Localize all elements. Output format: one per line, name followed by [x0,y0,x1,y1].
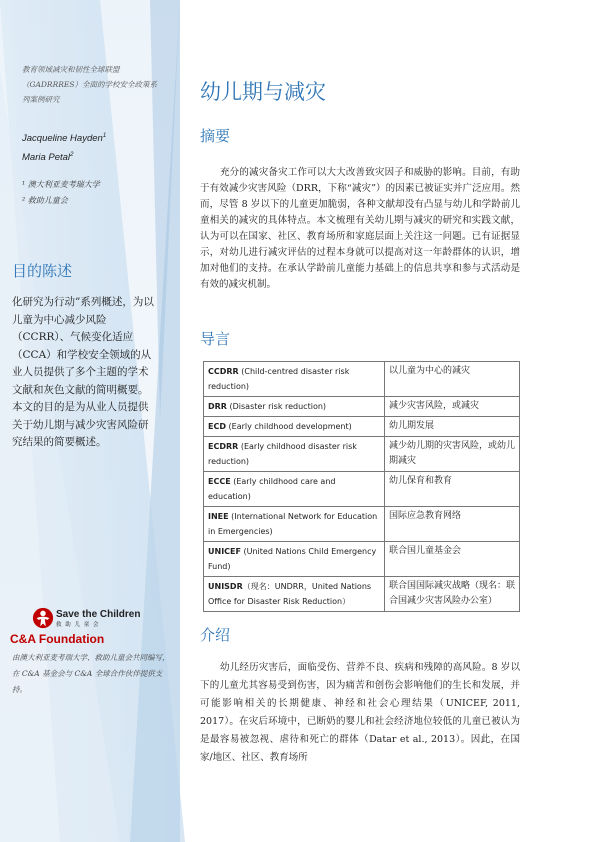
acronym-translation: 以儿童为中心的减灾 [385,362,520,397]
acronym-full: (Child-centred disaster risk reduction) [208,367,350,391]
acronym-abbr: UNICEF [208,547,241,556]
purpose-text: 化研究为行动”系列概述，为以儿童为中心减少风险（CCRR）、气候变化适应（CCA）和学校安全领域的从业人员提供了多个主题的学术文献和灰色文献的简明概要。本文的目的是为从业人员提供关于幼儿期与减少灾害风险研究结果的简要概述。 [12,296,154,448]
acronym-abbr: DRR [208,402,227,411]
table-row [204,437,520,472]
acronym-table [203,361,520,612]
acronym-cell [204,362,385,397]
acronym-full: (International Network for Education in Emergencies) [208,512,378,536]
ca-foundation-logo: C&A Foundation [10,632,105,646]
table-row [204,577,520,612]
acronym-full: (Early childhood disaster risk reduction) [208,442,357,466]
table-row [204,472,520,507]
save-the-children-logo [32,607,140,629]
introduction-heading: 介绍 [200,626,231,644]
table-row [204,397,520,417]
funding-note: 由澳大利亚麦考瑞大学、救助儿童会共同编写，在 C&A 基金会与 C&A 全球合作伙伴提供支持。 [12,653,170,694]
author: Jacqueline Hayden$^1$ [22,133,107,145]
acronym-translation: 幼儿保育和教育 [385,472,520,507]
abstract-text: 充分的减灾备灾工作可以大大改善致灾因子和威胁的影响。目前，有助于有效减少灾害风险（DRR，下称“减灾”）的因素已被证实并广泛应用。然而，尽管 8 岁以下的儿童更加脆弱，各种文献却没有凸显与幼儿和学龄前儿童相关的减灾的具体特点。本文梳理有关幼儿期与减灾的研究和实践文献，认为可以在国家、社区、教育场所和家庭层面上关注这一问题。已有证据显示，对幼儿进行减灾评估的过程本身就可以提高对这一年龄群体的认识，增加对他们的支持。在承认学龄前儿童能力基础上的信息共享和参与式活动是有效的减灾机制。 [200,167,520,290]
sidebar [0,0,180,842]
affiliation: ¹ 澳大利亚麦考瑞大学 [22,180,100,189]
save-the-children-icon [32,607,54,629]
acronym-full: (United Nations Child Emergency Fund) [208,547,377,571]
acronym-cell [204,417,385,437]
acronym-cell [204,542,385,577]
table-row [204,362,520,397]
acronym-abbr: INEE [208,512,229,521]
acronym-translation: 联合国国际减灾战略（现名：联合国减少灾害风险办公室） [385,577,520,612]
acronym-cell [204,397,385,417]
logo-text-en: Save the Children [56,608,141,620]
acronym-translation: 幼儿期发展 [385,417,520,437]
acronym-translation: 国际应急教育网络 [385,507,520,542]
acronym-abbr: CCDRR [208,367,239,376]
acronym-translation: 减少灾害风险，或减灾 [385,397,520,417]
author-list [22,128,106,166]
abstract-heading: 摘要 [200,127,231,145]
introduction-text: 幼儿经历灾害后，面临受伤、营养不良、疾病和残障的高风险。8 岁以下的儿童尤其容易受到伤害，因为痛苦和创伤会影响他们的生长和发展，并可能影响相关的长期健康、神经和社会心理结果（UNICEF, 2011, 2017）。在灾后环境中，已断奶的婴儿和社会经济地位较低的儿童已被认为是最容易被忽视、虐待和死亡的群体（Datar et al., 2013）。因此，在国家/地区、社区、教育场所 [200,662,520,763]
affiliation: ² 救助儿童会 [22,196,68,205]
logo-text-cn: 救 助 儿 童 会 [56,621,100,628]
acronym-abbr: UNISDR [208,582,243,591]
author: Maria Petal$^2$ [22,152,74,164]
table-row [204,507,520,542]
acronym-full: (Early childhood development) [225,422,352,431]
acronym-abbr: ECCE [208,477,231,486]
acronym-full: (Early childhood care and education) [208,477,336,501]
acronym-translation: 减少幼儿期的灾害风险，或幼儿期减灾 [385,437,520,472]
page-title: 幼儿期与减灾 [200,80,326,104]
purpose-heading: 目的陈述 [12,262,73,280]
acronym-cell [204,472,385,507]
table-row [204,542,520,577]
intro-heading: 导言 [200,330,231,348]
acronym-translation: 联合国儿童基金会 [385,542,520,577]
series-title: 教育领域减灾和韧性全球联盟（GADRRRES）全面的学校安全政策系列案例研究 [22,65,157,104]
acronym-cell [204,577,385,612]
acronym-cell [204,507,385,542]
acronym-abbr: ECDRR [208,442,239,451]
acronym-cell [204,437,385,472]
acronym-full: (Disaster risk reduction) [226,402,327,411]
acronym-abbr: ECD [208,422,226,431]
table-row [204,417,520,437]
acronym-full: （现名：UNDRR，United Nations Office for Disaster Risk Reduction） [208,582,372,606]
affiliation-list [22,177,100,209]
